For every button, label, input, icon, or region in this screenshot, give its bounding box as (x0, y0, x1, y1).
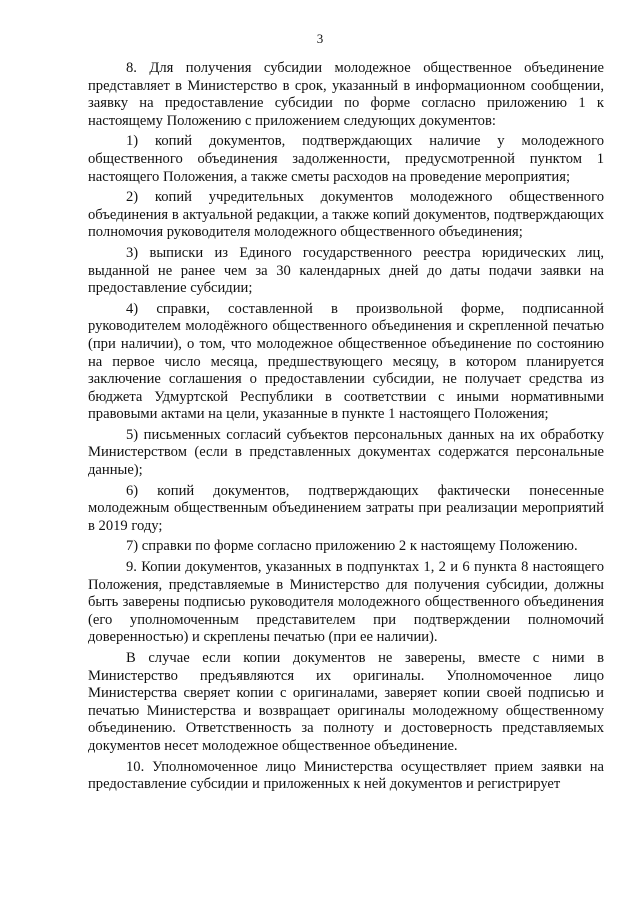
paragraph-8-item-4: 4) справки, составленной в произвольной форме, подписанной руководителем молодёжного общественного объединения и скрепленной печатью (при наличии), о том, что молодежное общественное объединение по состоянию на первое число месяца, предшествующего месяцу, в котором планируется заключение соглашения о предоставлении субсидии, не получает средства из бюджета Удмуртской Республики в соответствии с иными нормативными правовыми актами на цели, указанные в пункте 1 настоящего Положения; (88, 300, 604, 423)
paragraph-8-item-1: 1) копий документов, подтверждающих наличие у молодежного общественного объединения задолженности, предусмотренной пунктом 1 настоящего Положения, а также сметы расходов на проведение мероприятия; (88, 133, 604, 185)
paragraph-8-item-6: 6) копий документов, подтверждающих фактически понесенные молодежным общественным объединением затраты при реализации мероприятий в 2019 году; (88, 482, 604, 534)
paragraph-9: 9. Копии документов, указанных в подпунктах 1, 2 и 6 пункта 8 настоящего Положения, представляемые в Министерство для получения субсидии, должны быть заверены подписью руководителя молодежного общественного объединения (его уполномоченным представителем при подтверждении полномочий доверенностью) и скреплены печатью (при ее наличии). (88, 559, 604, 646)
paragraph-8-item-2: 2) копий учредительных документов молодежного общественного объединения в актуальной редакции, а также копий документов, подтверждающих полномочия руководителя молодежного общественного объединения; (88, 189, 604, 241)
paragraph-8-item-7: 7) справки по форме согласно приложению 2 к настоящему Положению. (126, 538, 578, 555)
paragraph-8: 8. Для получения субсидии молодежное общественное объединение представляет в Министерство в срок, указанный в информационном сообщении, заявку на предоставление субсидии по форме согласно приложению 1 к настоящему Положению с приложением следующих документов: (88, 60, 604, 129)
paragraph-8-item-3: 3) выписки из Единого государственного реестра юридических лиц, выданной не ранее чем за 30 календарных дней до даты подачи заявки на предоставление субсидии; (88, 244, 604, 297)
paragraph-8-item-5: 5) письменных согласий субъектов персональных данных на их обработку Министерством (если в представленных документах содержатся персональные данные); (88, 426, 604, 479)
paragraph-9-continued: В случае если копии документов не заверены, вместе с ними в Министерство предъявляются их оригиналы. Уполномоченное лицо Министерства сверяет копии с оригиналами, заверяет копии своей подписью и печатью Министерства и возвращает оригиналы молодежному общественному объединению. Ответственность за полноту и достоверность представляемых документов несет молодежное общественное объединение. (88, 650, 604, 754)
document-body (88, 60, 604, 797)
page-number: 3 (316, 31, 324, 46)
paragraph-10: 10. Уполномоченное лицо Министерства осуществляет прием заявки на предоставление субсидии и приложенных к ней документов и регистрирует (88, 758, 604, 793)
